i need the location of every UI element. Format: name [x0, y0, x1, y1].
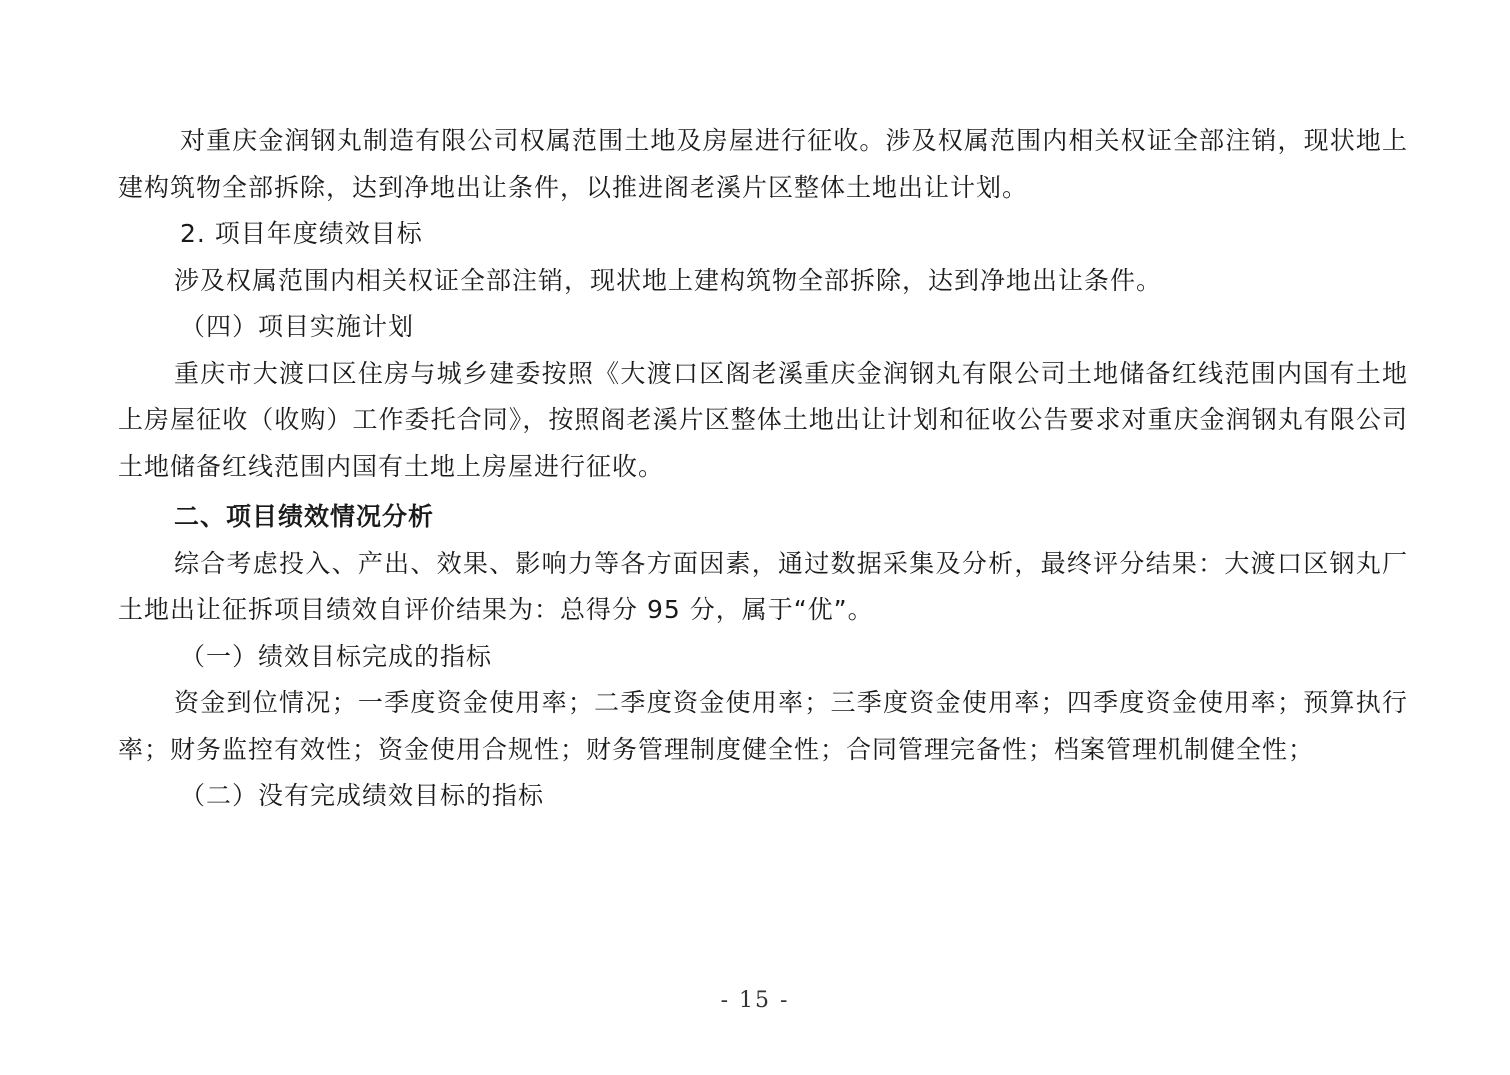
- paragraph-completed-indicators: 资金到位情况；一季度资金使用率；二季度资金使用率；三季度资金使用率；四季度资金使用率；预算执行率；财务监控有效性；资金使用合规性；财务管理制度健全性；合同管理完备性；档案管理机制健全性；: [118, 688, 1408, 764]
- paragraph-implementation-plan: 重庆市大渡口区住房与城乡建委按照《大渡口区阁老溪重庆金润钢丸有限公司土地储备红线范围内国有土地上房屋征收（收购）工作委托合同》，按照阁老溪片区整体土地出让计划和征收公告要求对重庆金润钢丸有限公司土地储备红线范围内国有土地上房屋进行征收。: [118, 358, 1408, 481]
- paragraph-annual-goal: 涉及权属范围内相关权证全部注销，现状地上建构筑物全部拆除，达到净地出让条件。: [174, 265, 1163, 295]
- paragraph-performance-result: 综合考虑投入、产出、效果、影响力等各方面因素，通过数据采集及分析，最终评分结果：大渡口区钢丸厂土地出让征拆项目绩效自评价结果为：总得分 95 分，属于“优”。: [118, 548, 1408, 624]
- page-number: - 15 -: [720, 988, 790, 1013]
- document-body: [118, 118, 1408, 820]
- subheading-implementation-plan: （四）项目实施计划: [180, 312, 415, 341]
- heading-performance-analysis: 二、项目绩效情况分析: [174, 502, 435, 531]
- subheading-uncompleted-indicators: （二）没有完成绩效目标的指标: [180, 781, 545, 810]
- paragraph-land-acquisition: 对重庆金润钢丸制造有限公司权属范围土地及房屋进行征收。涉及权属范围内相关权证全部注销，现状地上建构筑物全部拆除，达到净地出让条件，以推进阁老溪片区整体土地出让计划。: [118, 126, 1408, 202]
- subheading-annual-goal: 2. 项目年度绩效目标: [180, 219, 423, 248]
- subheading-completed-indicators: （一）绩效目标完成的指标: [180, 641, 493, 671]
